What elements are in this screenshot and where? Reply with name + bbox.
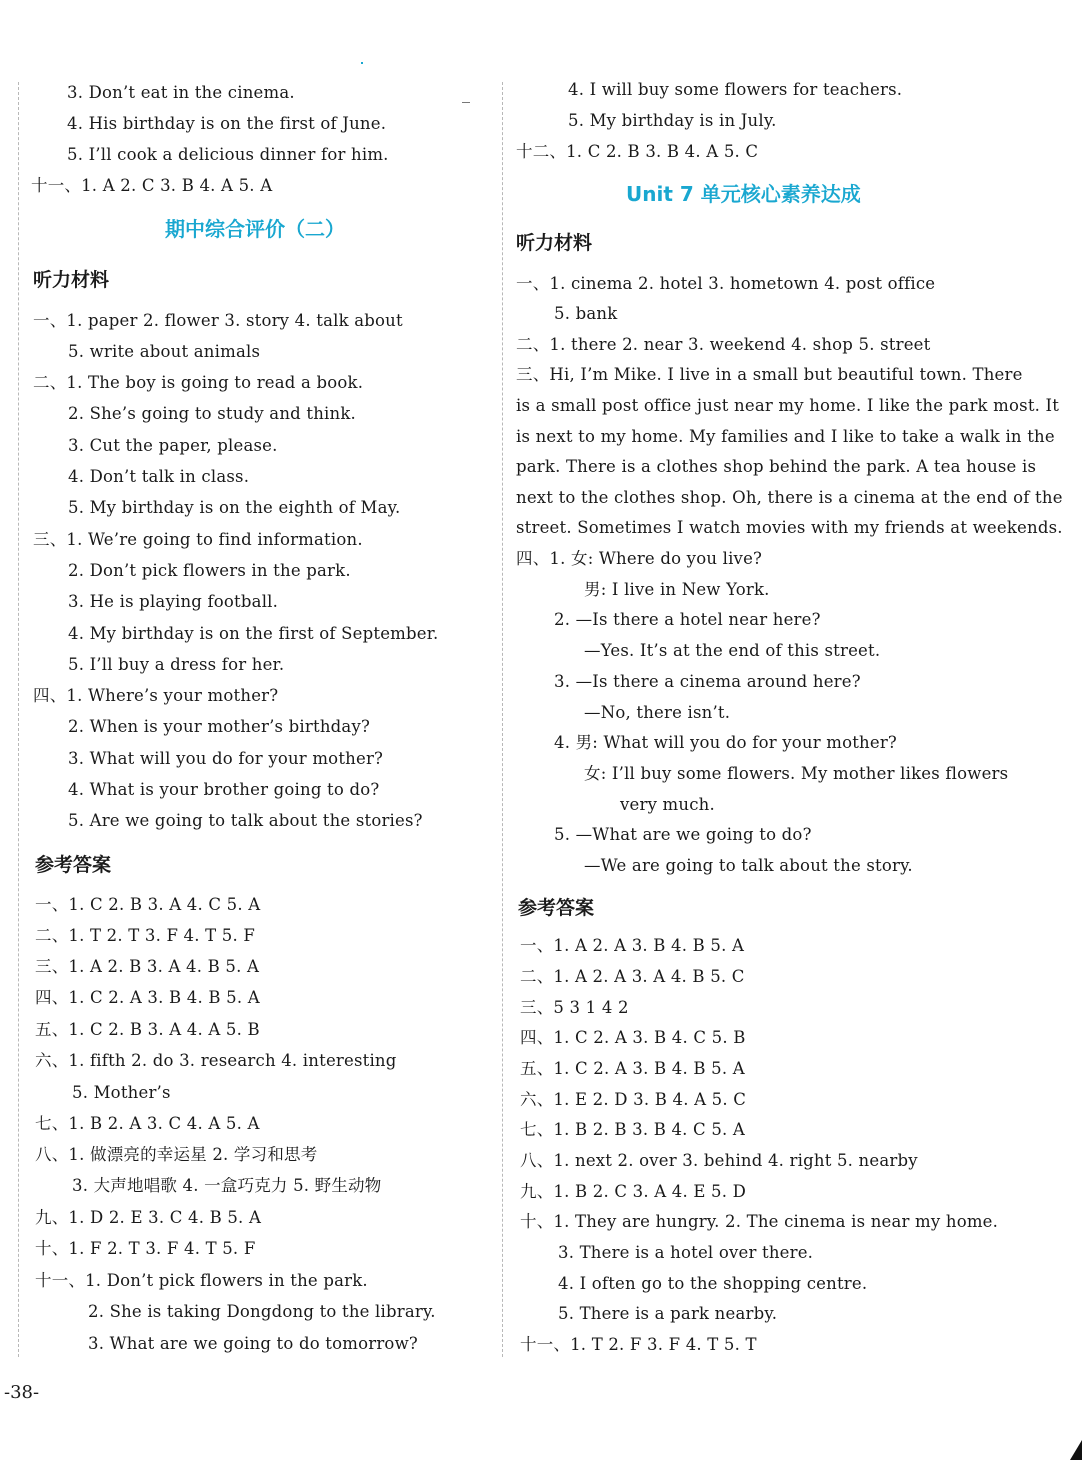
listening-line: 三、Hi, I’m Mike. I live in a small but beautiful town. There (516, 365, 1023, 384)
listening-line: 2. She’s going to study and think. (68, 404, 356, 423)
listening-line: next to the clothes shop. Oh, there is a cinema at the end of the (516, 488, 1063, 507)
answer-line: 四、1. C 2. A 3. B 4. C 5. B (520, 1028, 746, 1047)
answers-heading: 参考答案 (518, 897, 595, 919)
listening-line: 2. When is your mother’s birthday? (68, 717, 371, 736)
answer-line: 九、1. D 2. E 3. C 4. B 5. A (35, 1208, 262, 1227)
listening-line: 4. Don’t talk in class. (68, 467, 250, 486)
listening-line: 一、1. cinema 2. hotel 3. hometown 4. post office (516, 274, 936, 293)
answer-line: 一、1. C 2. B 3. A 4. C 5. A (35, 895, 261, 914)
listening-line: is next to my home. My families and I like to take a walk in the (516, 427, 1055, 446)
answer-line: 十、1. They are hungry. 2. The cinema is near my home. (520, 1212, 999, 1231)
answer-line: 5. My birthday is in July. (568, 111, 777, 130)
answer-line: 二、1. T 2. T 3. F 4. T 5. F (35, 926, 256, 945)
answer-line: 十一、1. Don’t pick flowers in the park. (35, 1271, 368, 1290)
decorative-dot (361, 62, 363, 64)
answer-line: 九、1. B 2. C 3. A 4. E 5. D (520, 1182, 747, 1201)
listening-line: 四、1. Where’s your mother? (33, 686, 279, 705)
listening-heading: 听力材料 (33, 269, 110, 291)
listening-line: very much. (620, 795, 715, 814)
listening-line: 男: I live in New York. (584, 580, 770, 599)
answer-line: 四、1. C 2. A 3. B 4. B 5. A (35, 988, 260, 1007)
answer-line: 十、1. F 2. T 3. F 4. T 5. F (35, 1239, 256, 1258)
answer-line: 六、1. fifth 2. do 3. research 4. interesting (35, 1051, 397, 1070)
answer-line: 三、1. A 2. B 3. A 4. B 5. A (35, 957, 260, 976)
answers-heading: 参考答案 (35, 854, 112, 876)
listening-line: —No, there isn’t. (584, 703, 731, 722)
answer-line: 十一、1. A 2. C 3. B 4. A 5. A (31, 176, 273, 195)
answer-line: 3. What are we going to do tomorrow? (88, 1334, 418, 1353)
answer-line: 5. I’ll cook a delicious dinner for him. (67, 145, 389, 164)
answer-line: 五、1. C 2. B 3. A 4. A 5. B (35, 1020, 260, 1039)
listening-line: 2. Don’t pick flowers in the park. (68, 561, 351, 580)
section-title: Unit 7 单元核心素养达成 (626, 182, 861, 206)
answer-line: 3. There is a hotel over there. (558, 1243, 814, 1262)
listening-line: —Yes. It’s at the end of this street. (584, 641, 881, 660)
listening-line: is a small post office just near my home. I like the park most. It (516, 396, 1060, 415)
listening-line: 三、1. We’re going to find information. (33, 530, 363, 549)
listening-line: 二、1. there 2. near 3. weekend 4. shop 5. street (516, 335, 931, 354)
corner-mark (1070, 1440, 1082, 1460)
answer-line: 4. I will buy some flowers for teachers. (568, 80, 903, 99)
listening-line: 3. —Is there a cinema around here? (554, 672, 861, 691)
listening-line: street. Sometimes I watch movies with my friends at weekends. (516, 518, 1063, 537)
answer-line: 十一、1. T 2. F 3. F 4. T 5. T (520, 1335, 757, 1354)
column-divider (502, 82, 503, 1357)
listening-line: 3. Cut the paper, please. (68, 436, 278, 455)
decorative-dash (462, 102, 470, 103)
listening-line: 5. —What are we going to do? (554, 825, 812, 844)
listening-line: 3. He is playing football. (68, 592, 279, 611)
listening-line: 一、1. paper 2. flower 3. story 4. talk about (33, 311, 403, 330)
answer-line: 七、1. B 2. A 3. C 4. A 5. A (35, 1114, 260, 1133)
answer-line: 二、1. A 2. A 3. A 4. B 5. C (520, 967, 745, 986)
answer-line: 2. She is taking Dongdong to the library. (88, 1302, 436, 1321)
listening-line: 4. What is your brother going to do? (68, 780, 380, 799)
listening-line: 5. My birthday is on the eighth of May. (68, 498, 401, 517)
answer-line: 七、1. B 2. B 3. B 4. C 5. A (520, 1120, 746, 1139)
listening-line: 4. My birthday is on the first of September. (68, 624, 439, 643)
left-margin-rule (18, 82, 19, 1357)
answer-line: 三、5 3 1 4 2 (520, 998, 629, 1017)
answer-line: 3. Don’t eat in the cinema. (67, 83, 295, 102)
listening-line: park. There is a clothes shop behind the park. A tea house is (516, 457, 1037, 476)
listening-line: 2. —Is there a hotel near here? (554, 610, 821, 629)
answer-line: 3. 大声地唱歌 4. 一盒巧克力 5. 野生动物 (72, 1176, 382, 1195)
answer-line: 五、1. C 2. A 3. B 4. B 5. A (520, 1059, 745, 1078)
answer-line: 4. I often go to the shopping centre. (558, 1274, 868, 1293)
answer-line: 六、1. E 2. D 3. B 4. A 5. C (520, 1090, 747, 1109)
listening-line: 女: I’ll buy some flowers. My mother likes flowers (584, 764, 1009, 783)
answer-line: 5. There is a park nearby. (558, 1304, 778, 1323)
listening-line: 3. What will you do for your mother? (68, 749, 384, 768)
answer-line: 5. Mother’s (72, 1083, 171, 1102)
listening-line: 二、1. The boy is going to read a book. (33, 373, 364, 392)
listening-line: 5. write about animals (68, 342, 261, 361)
listening-heading: 听力材料 (516, 232, 593, 254)
page-number: -38- (4, 1382, 40, 1403)
answer-line: 八、1. 做漂亮的幸运星 2. 学习和思考 (35, 1145, 318, 1164)
section-title: 期中综合评价（二） (165, 217, 345, 241)
answer-line: 八、1. next 2. over 3. behind 4. right 5. nearby (520, 1151, 918, 1170)
answer-line: 一、1. A 2. A 3. B 4. B 5. A (520, 936, 745, 955)
listening-line: 4. 男: What will you do for your mother? (554, 733, 897, 752)
listening-line: 5. Are we going to talk about the stories? (68, 811, 423, 830)
answer-line: 4. His birthday is on the first of June. (67, 114, 387, 133)
listening-line: 5. I’ll buy a dress for her. (68, 655, 285, 674)
listening-line: 5. bank (554, 304, 618, 323)
listening-line: —We are going to talk about the story. (584, 856, 913, 875)
listening-line: 四、1. 女: Where do you live? (516, 549, 763, 568)
answer-line: 十二、1. C 2. B 3. B 4. A 5. C (516, 142, 759, 161)
